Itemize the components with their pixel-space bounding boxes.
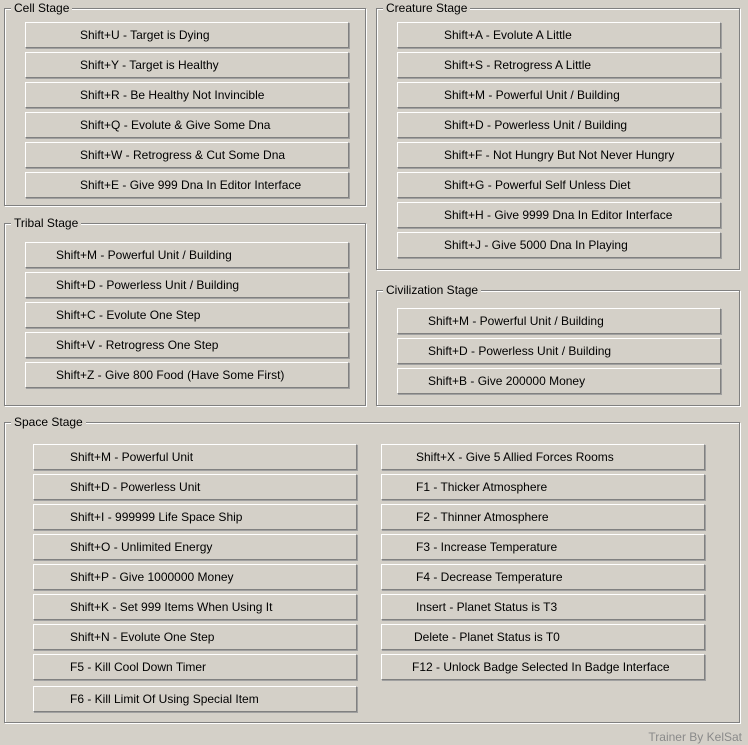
tribal-shift-z-button[interactable]: Shift+Z - Give 800 Food (Have Some First): [25, 362, 349, 388]
cell-shift-q-button[interactable]: Shift+Q - Evolute & Give Some Dna: [25, 112, 349, 138]
space-shift-d-button[interactable]: Shift+D - Powerless Unit: [33, 474, 357, 500]
civilization-shift-b-button[interactable]: Shift+B - Give 200000 Money: [397, 368, 721, 394]
space-shift-p-button[interactable]: Shift+P - Give 1000000 Money: [33, 564, 357, 590]
space-shift-n-button[interactable]: Shift+N - Evolute One Step: [33, 624, 357, 650]
space-stage-group: [4, 415, 740, 723]
cell-shift-w-button[interactable]: Shift+W - Retrogress & Cut Some Dna: [25, 142, 349, 168]
space-f2-button[interactable]: F2 - Thinner Atmosphere: [381, 504, 705, 530]
creature-shift-m-button[interactable]: Shift+M - Powerful Unit / Building: [397, 82, 721, 108]
space-shift-m-button[interactable]: Shift+M - Powerful Unit: [33, 444, 357, 470]
space-shift-x-button[interactable]: Shift+X - Give 5 Allied Forces Rooms: [381, 444, 705, 470]
space-shift-i-button[interactable]: Shift+I - 999999 Life Space Ship: [33, 504, 357, 530]
tribal-shift-d-button[interactable]: Shift+D - Powerless Unit / Building: [25, 272, 349, 298]
creature-shift-a-button[interactable]: Shift+A - Evolute A Little: [397, 22, 721, 48]
tribal-stage-group: [4, 216, 366, 406]
space-delete-button[interactable]: Delete - Planet Status is T0: [381, 624, 705, 650]
space-shift-o-button[interactable]: Shift+O - Unlimited Energy: [33, 534, 357, 560]
space-f3-button[interactable]: F3 - Increase Temperature: [381, 534, 705, 560]
cell-stage-title: Cell Stage: [11, 1, 72, 15]
cell-stage-group: [4, 1, 366, 206]
tribal-shift-c-button[interactable]: Shift+C - Evolute One Step: [25, 302, 349, 328]
civilization-shift-d-button[interactable]: Shift+D - Powerless Unit / Building: [397, 338, 721, 364]
trainer-credit: Trainer By KelSat: [648, 730, 742, 744]
space-f4-button[interactable]: F4 - Decrease Temperature: [381, 564, 705, 590]
cell-shift-y-button[interactable]: Shift+Y - Target is Healthy: [25, 52, 349, 78]
civilization-stage-group: [376, 283, 740, 406]
civilization-stage-title: Civilization Stage: [383, 283, 481, 297]
creature-shift-h-button[interactable]: Shift+H - Give 9999 Dna In Editor Interface: [397, 202, 721, 228]
creature-stage-title: Creature Stage: [383, 1, 470, 15]
tribal-shift-m-button[interactable]: Shift+M - Powerful Unit / Building: [25, 242, 349, 268]
creature-shift-d-button[interactable]: Shift+D - Powerless Unit / Building: [397, 112, 721, 138]
space-f12-button[interactable]: F12 - Unlock Badge Selected In Badge Interface: [381, 654, 705, 680]
creature-shift-s-button[interactable]: Shift+S - Retrogress A Little: [397, 52, 721, 78]
space-f5-button[interactable]: F5 - Kill Cool Down Timer: [33, 654, 357, 680]
creature-shift-f-button[interactable]: Shift+F - Not Hungry But Not Never Hungry: [397, 142, 721, 168]
tribal-stage-title: Tribal Stage: [11, 216, 81, 230]
civilization-shift-m-button[interactable]: Shift+M - Powerful Unit / Building: [397, 308, 721, 334]
creature-shift-g-button[interactable]: Shift+G - Powerful Self Unless Diet: [397, 172, 721, 198]
cell-shift-u-button[interactable]: Shift+U - Target is Dying: [25, 22, 349, 48]
space-stage-title: Space Stage: [11, 415, 86, 429]
space-f1-button[interactable]: F1 - Thicker Atmosphere: [381, 474, 705, 500]
space-insert-button[interactable]: Insert - Planet Status is T3: [381, 594, 705, 620]
creature-stage-group: [376, 1, 740, 270]
creature-shift-j-button[interactable]: Shift+J - Give 5000 Dna In Playing: [397, 232, 721, 258]
tribal-shift-v-button[interactable]: Shift+V - Retrogress One Step: [25, 332, 349, 358]
cell-shift-e-button[interactable]: Shift+E - Give 999 Dna In Editor Interface: [25, 172, 349, 198]
space-shift-k-button[interactable]: Shift+K - Set 999 Items When Using It: [33, 594, 357, 620]
cell-shift-r-button[interactable]: Shift+R - Be Healthy Not Invincible: [25, 82, 349, 108]
space-f6-button[interactable]: F6 - Kill Limit Of Using Special Item: [33, 686, 357, 712]
